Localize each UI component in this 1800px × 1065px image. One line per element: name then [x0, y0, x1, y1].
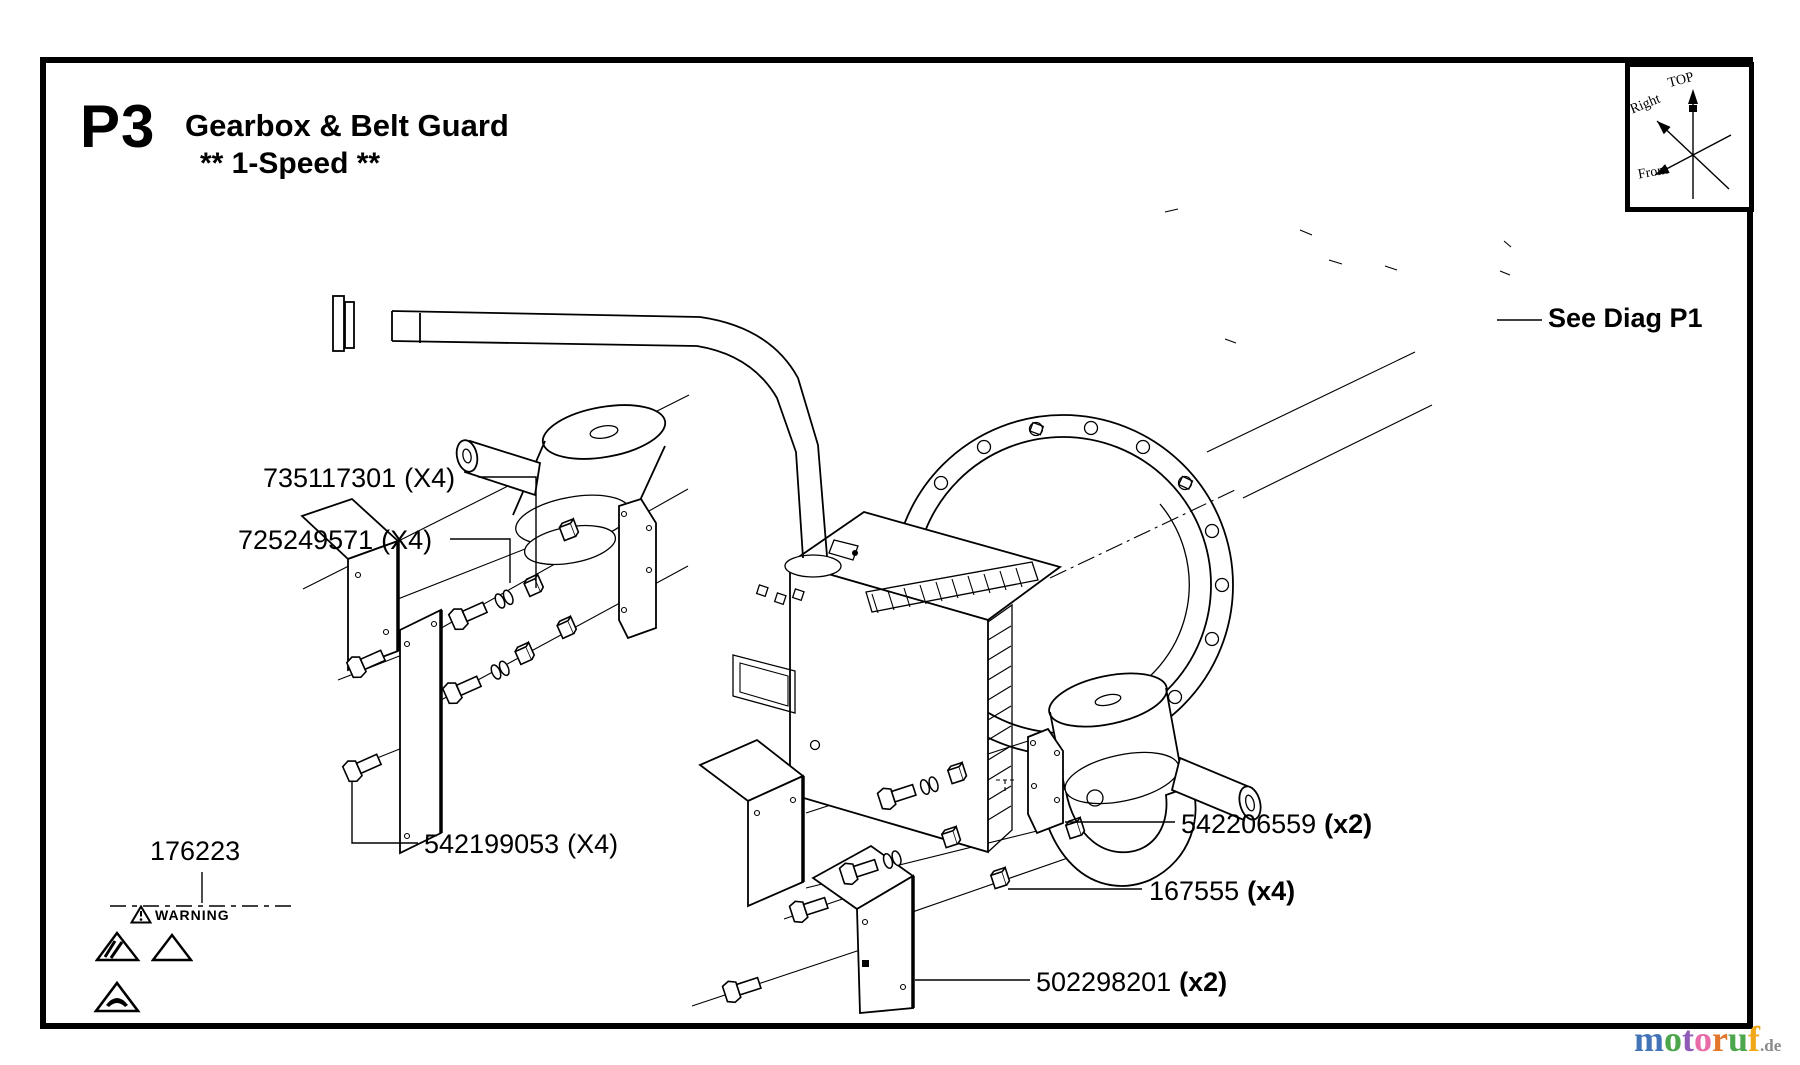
orientation-axes-icon [1630, 67, 1749, 207]
axis-label-right: Right [1628, 91, 1663, 118]
clip-nut [523, 574, 545, 596]
axis-label-front: Front [1636, 162, 1670, 183]
part-label-176223: 176223 [150, 836, 241, 866]
warning-decal-text: WARNING [155, 906, 230, 923]
warning-triangle-icon [130, 905, 152, 924]
watermark [1634, 1018, 1781, 1060]
warning-decal-header [130, 905, 230, 924]
watermark-letter: m [1634, 1019, 1664, 1059]
washer [493, 589, 515, 610]
clip-nut [514, 642, 536, 664]
part-label-542199053: 542199053 (X4) [424, 829, 619, 859]
guard-bolt [789, 892, 830, 924]
watermark-letter: o [1694, 1019, 1712, 1059]
watermark-letters [1634, 1019, 1760, 1059]
watermark-suffix: .de [1760, 1036, 1782, 1055]
warning-decal-pictograms [95, 931, 193, 962]
see-diag-reference: See Diag P1 [1548, 303, 1703, 333]
watermark-letter: r [1712, 1019, 1728, 1059]
guard-bolt [722, 972, 763, 1004]
hazard-triangle-icon [151, 933, 193, 962]
watermark-letter: t [1682, 1019, 1694, 1059]
bolt [442, 671, 484, 706]
output-boss [1037, 664, 1264, 886]
hazard-triangle-filled-icon [93, 981, 141, 1013]
left-mounting-bracket [619, 499, 656, 638]
watermark-letter: u [1727, 1019, 1749, 1059]
guard-bolt [342, 749, 384, 784]
axis-label-top: TOP [1666, 69, 1696, 92]
watermark-letter: o [1664, 1019, 1682, 1059]
part-label-167555: 167555 (x4) [1149, 876, 1296, 906]
hazard-triangle-striped-icon [95, 931, 141, 962]
watermark-letter: f [1748, 1019, 1761, 1059]
clip-nut [990, 868, 1010, 889]
warning-decal-pictogram-lower [93, 981, 141, 1013]
clip-nut [556, 616, 578, 638]
orientation-cube [1625, 62, 1754, 212]
part-label-735117301: 735117301 (X4) [263, 463, 456, 493]
right-mounting-bracket [1028, 729, 1063, 833]
part-label-542206559: 542206559 (x2) [1181, 809, 1373, 839]
part-label-725249571: 725249571 (X4) [238, 525, 433, 555]
bolt [448, 597, 490, 632]
diagram-subtitle: ** 1-Speed ** [200, 147, 381, 180]
page-code: P3 [80, 93, 156, 160]
part-label-502298201: 502298201 (x2) [1036, 967, 1228, 997]
washer [489, 660, 511, 681]
diagram-title: Gearbox & Belt Guard [185, 108, 509, 143]
